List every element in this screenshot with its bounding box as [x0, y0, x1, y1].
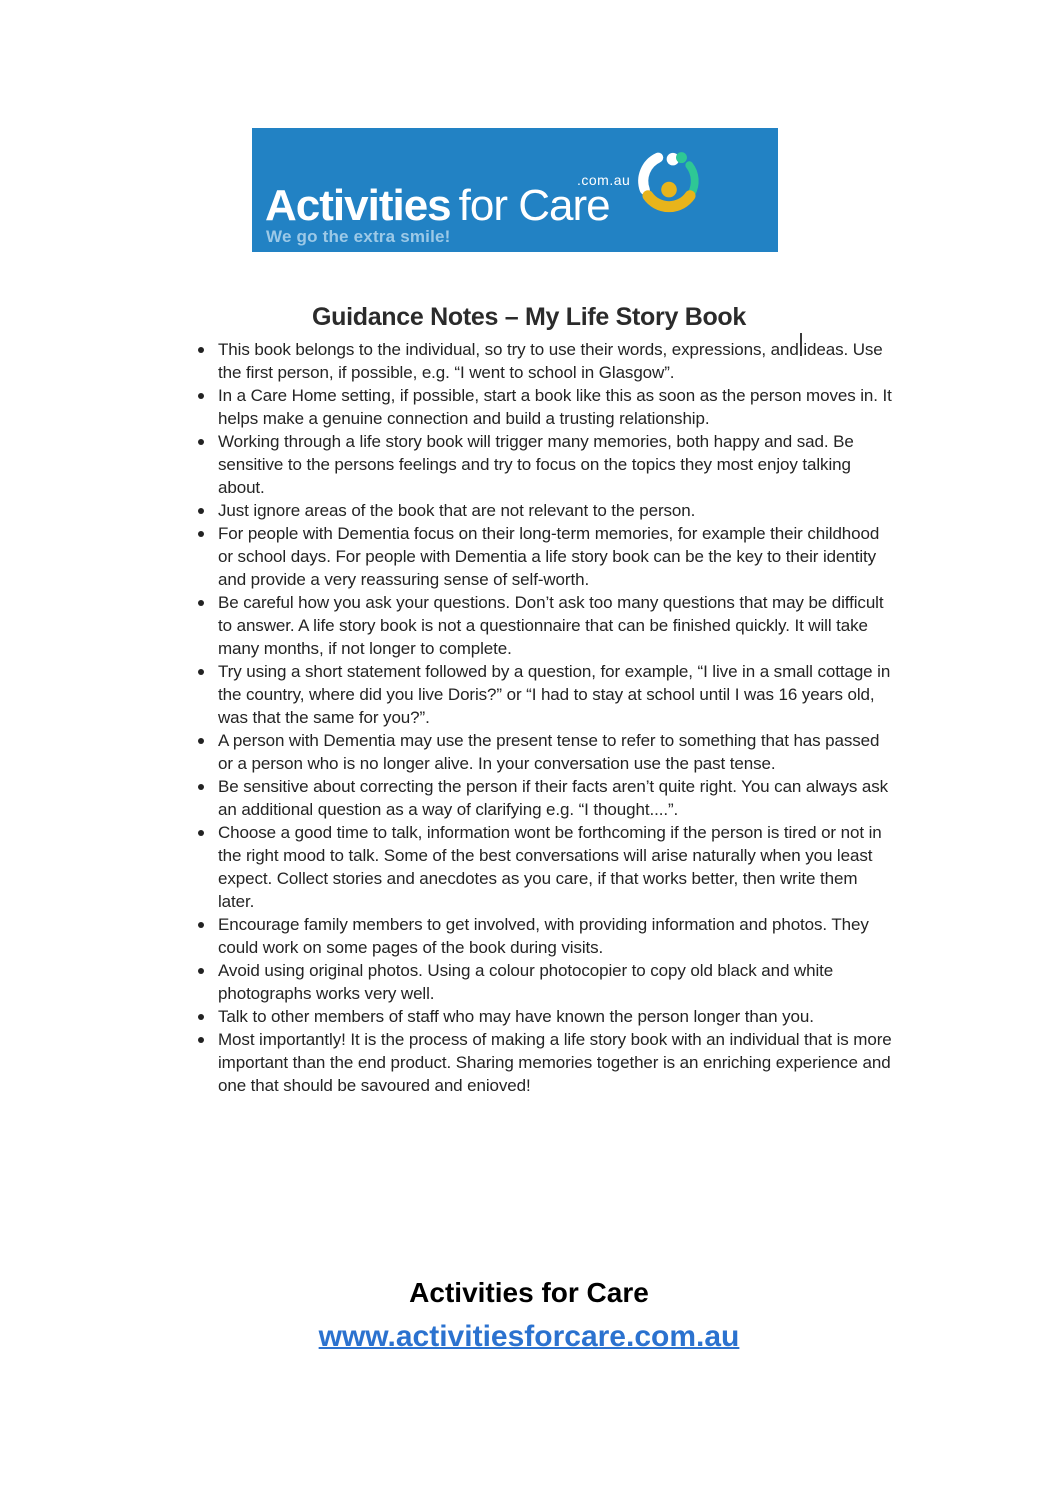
- bullet-icon: [198, 669, 204, 675]
- bullet-icon: [198, 393, 204, 399]
- bullet-text: Choose a good time to talk, information wont be forthcoming if the person is tired or not in the right mood to talk. Some of the best conversations will arise naturally when you least expect. Collect stories and anecdotes as you care, if that works better, then write them later.: [218, 823, 882, 911]
- bullet-text: This book belongs to the individual, so try to use their words, expressions, and ideas. Use the first person, if possible, e.g. “I went to school in Glasgow”.: [218, 340, 883, 382]
- brand-name-bold: Activities: [265, 181, 451, 230]
- bullet-icon: [198, 830, 204, 836]
- bullet-icon: [198, 1014, 204, 1020]
- list-item: [198, 913, 892, 959]
- bullet-text: Encourage family members to get involved, with providing information and photos. They could work on some pages of the book during visits.: [218, 915, 869, 957]
- footer-company-name: Activities for Care: [409, 1277, 649, 1308]
- brand-tagline: We go the extra smile!: [266, 227, 451, 246]
- bullet-icon: [198, 738, 204, 744]
- list-item: [198, 591, 892, 660]
- list-item: [198, 338, 892, 384]
- list-item: [198, 1028, 892, 1097]
- bullet-icon: [198, 784, 204, 790]
- list-item: [198, 959, 892, 1005]
- bullet-icon: [198, 347, 204, 353]
- website-link[interactable]: www.activitiesforcare.com.au: [318, 1320, 740, 1353]
- list-item: [198, 729, 892, 775]
- footer-link-row: [0, 1320, 1058, 1354]
- brand-name-light: for Care: [458, 181, 610, 230]
- people-circle-logo-icon: [630, 142, 708, 220]
- bullet-icon: [198, 968, 204, 974]
- page-title: Guidance Notes – My Life Story Book: [311, 303, 747, 331]
- bullet-text: A person with Dementia may use the present tense to refer to something that has passed or a person who is no longer alive. In your conversation use the past tense.: [218, 731, 880, 773]
- bullet-icon: [198, 508, 204, 514]
- list-item: [198, 1005, 892, 1028]
- bullet-icon: [198, 439, 204, 445]
- list-item: [198, 522, 892, 591]
- bullet-text: Be careful how you ask your questions. Don’t ask too many questions that may be difficult to answer. A life story book is not a questionnaire that can be finished quickly. It will take many months, if not longer to complete.: [218, 593, 884, 658]
- list-item: [198, 430, 892, 499]
- bullet-text: Talk to other members of staff who may have known the person longer than you.: [218, 1007, 814, 1026]
- brand-domain-suffix: .com.au: [577, 172, 631, 188]
- bullet-text: In a Care Home setting, if possible, start a book like this as soon as the person moves in. It helps make a genuine connection and build a trusting relationship.: [218, 386, 892, 428]
- list-item: [198, 499, 892, 522]
- bullet-icon: [198, 922, 204, 928]
- list-item: [198, 660, 892, 729]
- bullet-text: Avoid using original photos. Using a colour photocopier to copy old black and white photographs works very well.: [218, 961, 834, 1003]
- list-item: [198, 775, 892, 821]
- list-item: [198, 384, 892, 430]
- bullet-text: Just ignore areas of the book that are not relevant to the person.: [218, 501, 696, 520]
- bullet-text: Be sensitive about correcting the person if their facts aren’t quite right. You can always ask an additional question as a way of clarifying e.g. “I thought....”.: [218, 777, 889, 819]
- list-item: [198, 821, 892, 913]
- bullet-icon: [198, 531, 204, 537]
- bullet-text: Try using a short statement followed by a question, for example, “I live in a small cottage in the country, where did you live Doris?” or “I had to stay at school until I was 16 years old, was that the same for you?”.: [218, 662, 891, 727]
- brand-banner: [252, 128, 778, 252]
- bullet-icon: [198, 1037, 204, 1043]
- bullet-icon: [198, 600, 204, 606]
- bullet-text: Most importantly! It is the process of making a life story book with an individual that is more important than the end product. Sharing memories together is an enriching experience and one that should be savoured and enioved!: [218, 1030, 892, 1095]
- guidance-notes-list: [198, 338, 892, 1097]
- bullet-text: Working through a life story book will trigger many memories, both happy and sad. Be sensitive to the persons feelings and try to focus on the topics they most enjoy talking about.: [218, 432, 854, 497]
- bullet-text: For people with Dementia focus on their long-term memories, for example their childhood or school days. For people with Dementia a life story book can be the key to their identity and provide a very reassuring sense of self-worth.: [218, 524, 880, 589]
- brand-wordmark: [265, 181, 610, 230]
